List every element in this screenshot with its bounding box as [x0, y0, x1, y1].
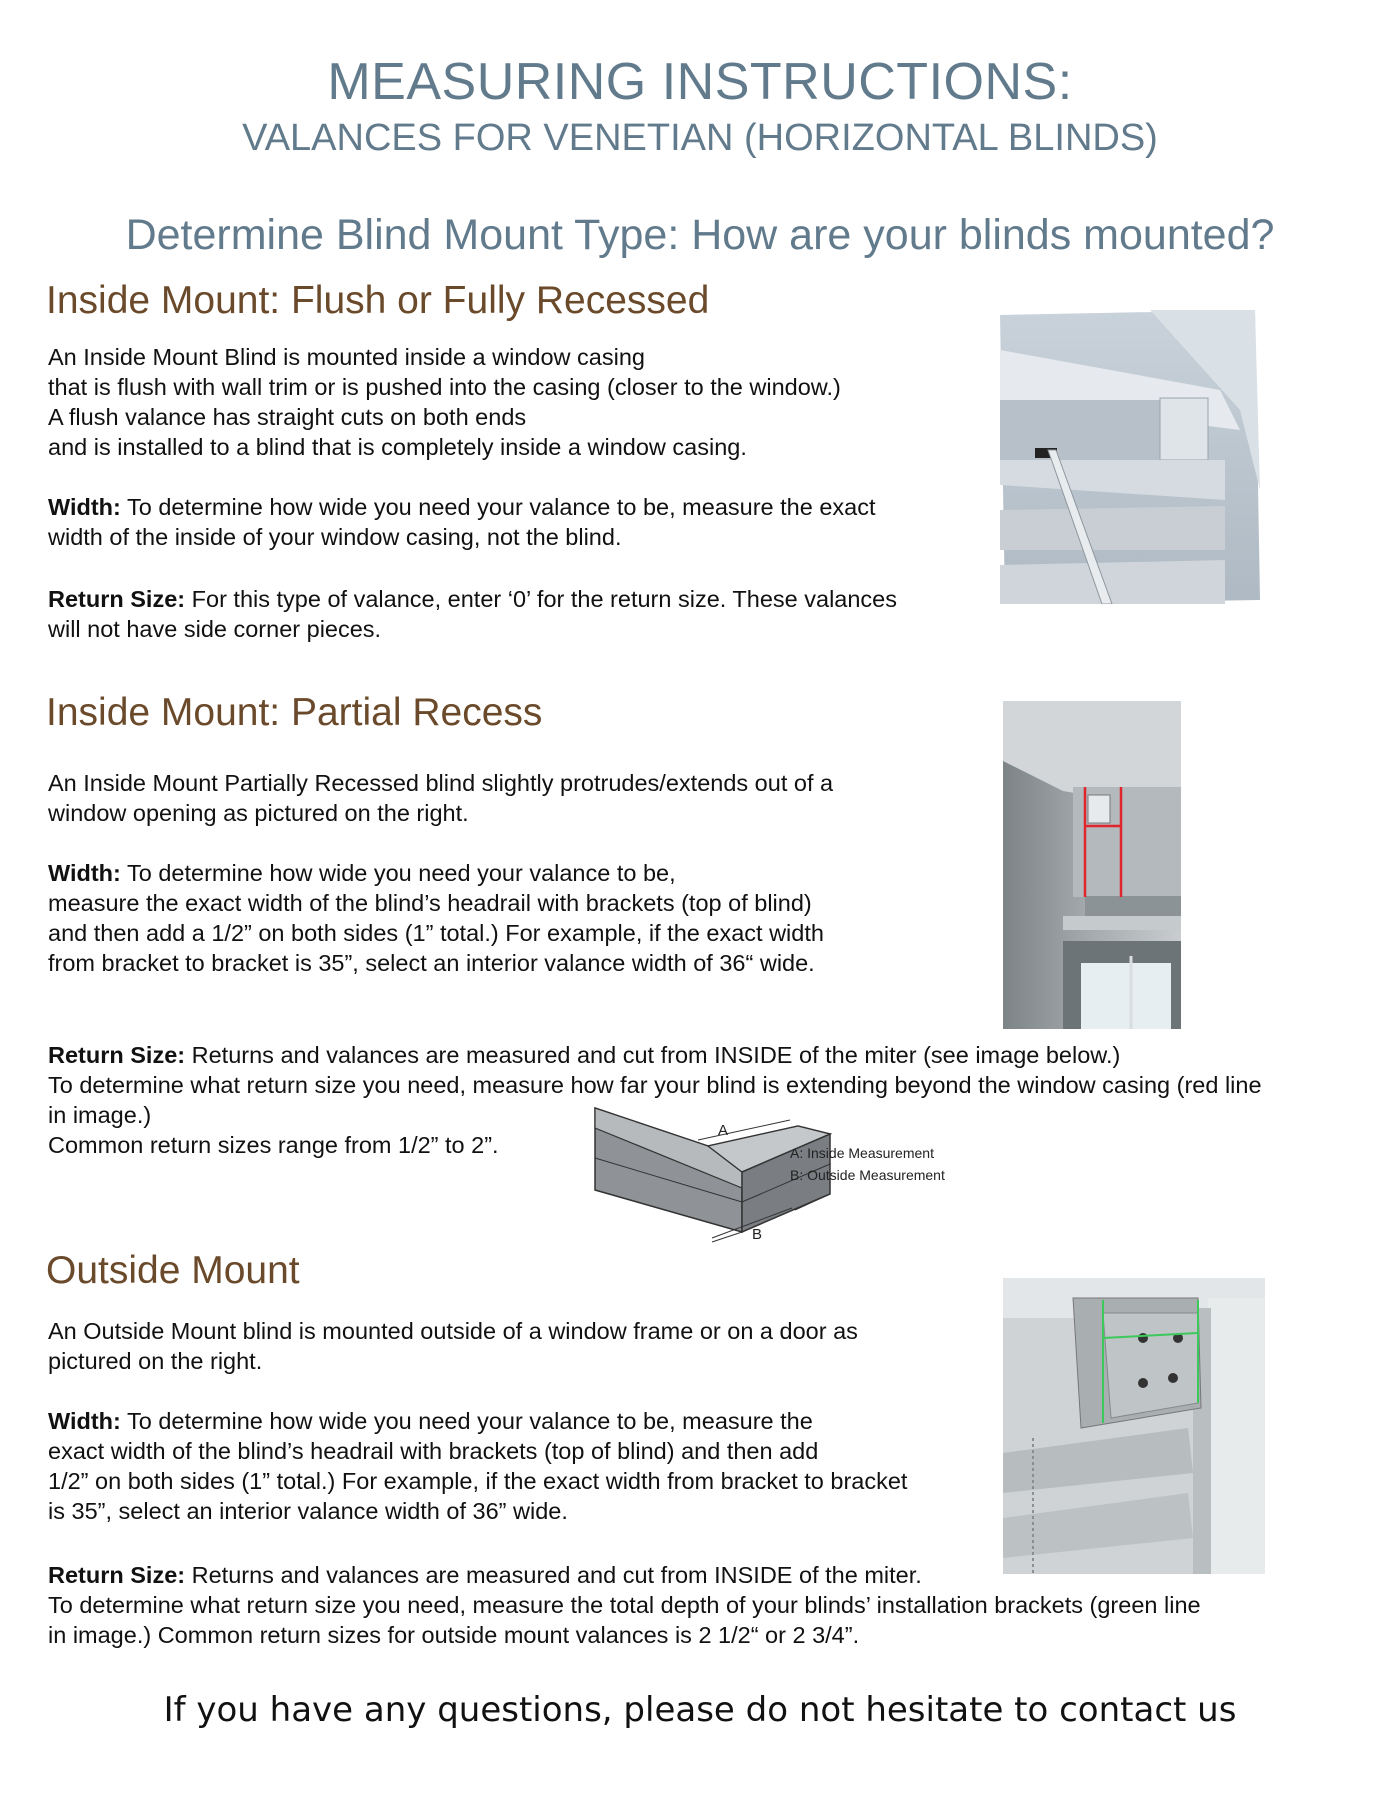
width-text: from bracket to bracket is 35”, select an interior valance width of 36“ wide. — [48, 950, 815, 976]
width-text: width of the inside of your window casing, not the blind. — [48, 524, 622, 550]
diagram-label-a: A — [718, 1122, 729, 1139]
inside-flush-intro — [48, 342, 968, 462]
width-text: is 35”, select an interior valance width of 36” wide. — [48, 1498, 568, 1524]
return-label: Return Size: — [48, 1042, 186, 1068]
width-label: Width: — [48, 860, 121, 886]
intro-line: An Outside Mount blind is mounted outside of a window frame or on a door as — [48, 1318, 858, 1344]
width-text: exact width of the blind’s headrail with brackets (top of blind) and then add — [48, 1438, 819, 1464]
outside-photo — [1003, 1278, 1265, 1574]
width-text: 1/2” on both sides (1” total.) For example, if the exact width from bracket to bracket — [48, 1468, 908, 1494]
return-text: in image.) Common return sizes for outside mount valances is 2 1/2“ or 2 3/4”. — [48, 1622, 860, 1648]
mount-type-question: Determine Blind Mount Type: How are your blinds mounted? — [125, 211, 1275, 259]
inside-partial-heading: Inside Mount: Partial Recess — [46, 691, 543, 734]
outside-heading: Outside Mount — [46, 1249, 300, 1292]
width-label: Width: — [48, 494, 121, 520]
return-text: To determine what return size you need, measure the total depth of your blinds’ installation brackets (green line — [48, 1592, 1201, 1618]
inside-partial-width — [48, 858, 968, 978]
legend-inside: A: Inside Measurement — [790, 1145, 934, 1161]
diagram-legend — [790, 1142, 945, 1186]
return-text: Returns and valances are measured and cut from INSIDE of the miter. — [185, 1562, 922, 1588]
intro-line: window opening as pictured on the right. — [48, 800, 469, 826]
inside-flush-photo — [1000, 310, 1260, 604]
inside-flush-heading: Inside Mount: Flush or Fully Recessed — [46, 279, 710, 322]
inside-flush-width — [48, 492, 968, 552]
return-label: Return Size: — [48, 586, 186, 612]
intro-line: A flush valance has straight cuts on both ends — [48, 404, 527, 430]
page-title: MEASURING INSTRUCTIONS: — [327, 53, 1073, 111]
width-text: measure the exact width of the blind’s headrail with brackets (top of blind) — [48, 890, 812, 916]
contact-footer: If you have any questions, please do not hesitate to contact us — [163, 1690, 1237, 1730]
width-label: Width: — [48, 1408, 121, 1434]
width-text: To determine how wide you need your valance to be, — [120, 860, 676, 886]
return-text: Returns and valances are measured and cut from INSIDE of the miter (see image below.) — [185, 1042, 1121, 1068]
intro-line: An Inside Mount Partially Recessed blind slightly protrudes/extends out of a — [48, 770, 834, 796]
outside-width — [48, 1406, 968, 1526]
intro-line: pictured on the right. — [48, 1348, 263, 1374]
width-text: To determine how wide you need your valance to be, measure the — [120, 1408, 813, 1434]
return-text: Common return sizes range from 1/2” to 2”. — [48, 1132, 499, 1158]
intro-line: and is installed to a blind that is completely inside a window casing. — [48, 434, 747, 460]
diagram-label-b: B — [752, 1226, 763, 1243]
width-text: and then add a 1/2” on both sides (1” total.) For example, if the exact width — [48, 920, 824, 946]
return-text: To determine what return size you need, measure how far your blind is extending beyond the window casing (red line — [48, 1072, 1262, 1098]
return-text: For this type of valance, enter ‘0’ for the return size. These valances — [185, 586, 897, 612]
inside-partial-intro — [48, 768, 968, 828]
outside-intro — [48, 1316, 968, 1376]
return-label: Return Size: — [48, 1562, 186, 1588]
legend-outside: B: Outside Measurement — [790, 1167, 945, 1183]
inside-partial-photo — [1003, 701, 1181, 1029]
return-text: in image.) — [48, 1102, 152, 1128]
return-text: will not have side corner pieces. — [48, 616, 382, 642]
intro-line: An Inside Mount Blind is mounted inside a window casing — [48, 344, 645, 370]
inside-flush-return — [48, 584, 968, 644]
miter-diagram — [590, 1098, 1010, 1258]
width-text: To determine how wide you need your valance to be, measure the exact — [120, 494, 876, 520]
page-subtitle: VALANCES FOR VENETIAN (HORIZONTAL BLINDS) — [242, 117, 1158, 159]
intro-line: that is flush with wall trim or is pushed into the casing (closer to the window.) — [48, 374, 841, 400]
